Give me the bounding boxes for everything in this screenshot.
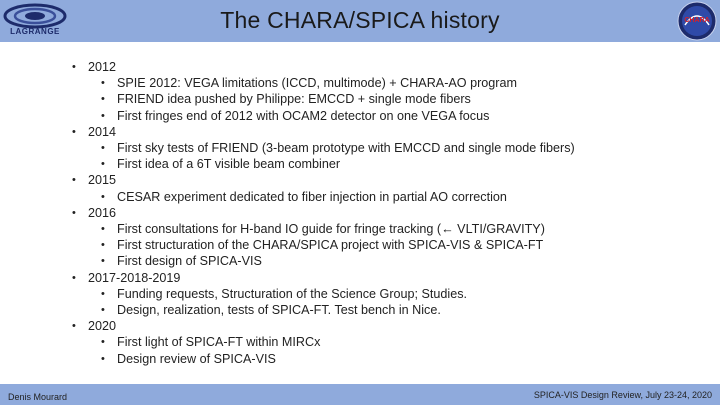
bullet-icon: •: [72, 271, 76, 284]
bullet-icon: •: [101, 223, 105, 236]
list-item-text: First light of SPICA-FT within MIRCx: [117, 335, 321, 350]
list-item: [70, 75, 710, 91]
list-item: [70, 286, 710, 302]
list-item: [70, 108, 710, 124]
chara-logo-text: CHARA: [684, 17, 710, 24]
bullet-icon: •: [101, 158, 105, 171]
bullet-icon: •: [72, 320, 76, 333]
list-item: [70, 302, 710, 318]
year-label: 2020: [88, 319, 117, 334]
list-item-text: First idea of a 6T visible beam combiner: [117, 157, 341, 172]
list-item: [70, 253, 710, 269]
year-2014: [70, 124, 710, 140]
list-item: [70, 91, 710, 107]
year-2020: [70, 318, 710, 334]
header-bar: [0, 0, 720, 42]
year-2012: [70, 59, 710, 75]
list-item-text: First fringes end of 2012 with OCAM2 detector on one VEGA focus: [117, 108, 490, 123]
list-item-text: CESAR experiment dedicated to fiber injection in partial AO correction: [117, 189, 507, 204]
bullet-icon: •: [101, 352, 105, 365]
bullet-icon: •: [101, 190, 105, 203]
history-list: [70, 59, 710, 367]
list-item-text: First design of SPICA-VIS: [117, 254, 262, 269]
footer-author: Denis Mourard: [8, 392, 68, 402]
list-item-text: SPIE 2012: VEGA limitations (ICCD, multimode) + CHARA-AO program: [117, 76, 517, 91]
bullet-icon: •: [72, 206, 76, 219]
list-item-text: FRIEND idea pushed by Philippe: EMCCD + single mode fibers: [117, 92, 471, 107]
year-label: 2017-2018-2019: [88, 270, 181, 285]
list-item-text: Funding requests, Structuration of the Science Group; Studies.: [117, 286, 468, 301]
bullet-icon: •: [72, 174, 76, 187]
year-2017-2019: [70, 270, 710, 286]
year-label: 2014: [88, 124, 117, 139]
bullet-icon: •: [101, 304, 105, 317]
list-item-text: First consultations for H-band IO guide for fringe tracking (: [117, 222, 442, 237]
list-item-text: First sky tests of FRIEND (3-beam prototype with EMCCD and single mode fibers): [117, 141, 575, 156]
year-2015: [70, 172, 710, 188]
list-item: [70, 140, 710, 156]
list-item-text: Design, realization, tests of SPICA-FT. Test bench in Nice.: [117, 303, 441, 318]
list-item: [70, 189, 710, 205]
year-2016: [70, 205, 710, 221]
list-item: [70, 334, 710, 350]
list-item-text-suffix: VLTI/GRAVITY): [453, 222, 545, 237]
list-item: [70, 221, 710, 237]
bullet-icon: •: [72, 61, 76, 73]
bullet-icon: •: [72, 125, 76, 138]
footer-event: SPICA-VIS Design Review, July 23-24, 2020: [533, 390, 712, 400]
list-item: [70, 237, 710, 253]
bullet-icon: •: [101, 255, 105, 268]
lagrange-logo-text: LAGRANGE: [10, 27, 60, 36]
year-label: 2016: [88, 205, 117, 220]
bullet-icon: •: [101, 336, 105, 349]
list-item: [70, 156, 710, 172]
bullet-icon: •: [101, 109, 105, 122]
page-title: The CHARA/SPICA history: [220, 7, 500, 33]
bullet-icon: •: [101, 239, 105, 252]
year-label: 2015: [88, 173, 117, 188]
list-item: [70, 351, 710, 367]
arrow-left-icon: ←: [441, 222, 454, 237]
bullet-icon: •: [101, 93, 105, 106]
bullet-icon: •: [101, 287, 105, 300]
list-item-text: First structuration of the CHARA/SPICA project with SPICA-VIS & SPICA-FT: [117, 238, 544, 253]
footer-bar: [0, 384, 720, 405]
list-item-text: Design review of SPICA-VIS: [117, 351, 276, 366]
bullet-icon: •: [101, 142, 105, 155]
bullet-icon: •: [101, 77, 105, 90]
year-label: 2012: [88, 60, 117, 74]
